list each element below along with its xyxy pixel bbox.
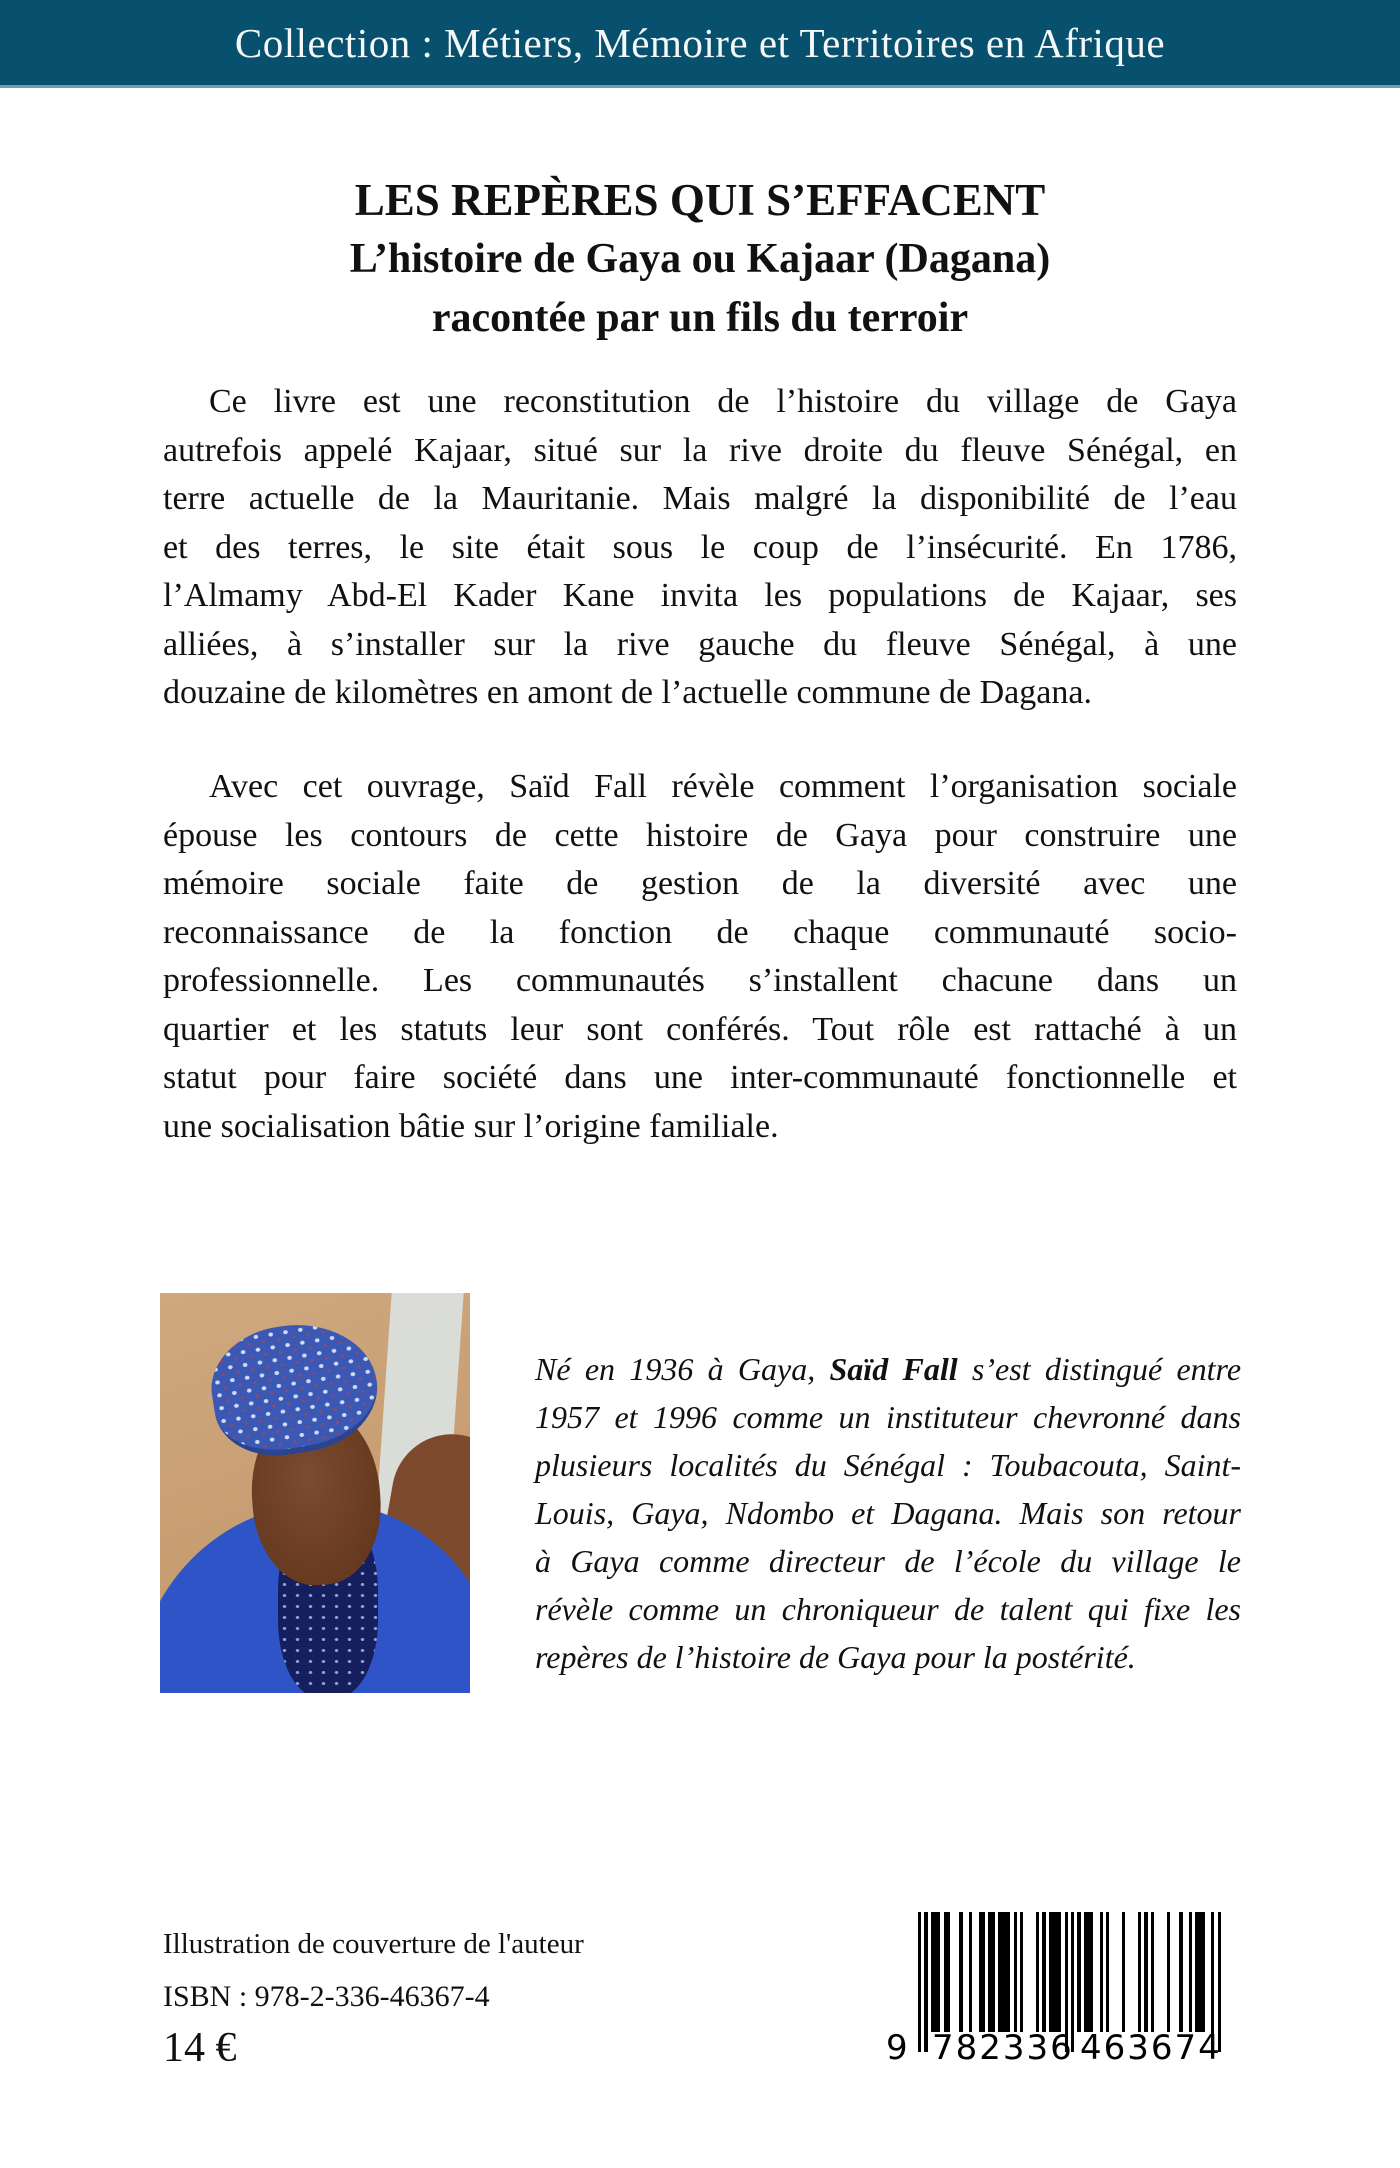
collection-title: Collection : Métiers, Mémoire et Territoires en Afrique <box>234 19 1166 66</box>
isbn-number: ISBN : 978-2-336-46367-4 <box>163 1980 490 2013</box>
text-line: reconnaissance de la fonction de chaque communauté socio- <box>163 913 1237 951</box>
text-line: et des terres, le site était sous le coup de l’insécurité. En 1786, <box>163 528 1237 566</box>
barcode-group-left: 782336 <box>932 2028 1074 2068</box>
author-photo <box>160 1293 470 1693</box>
text-line: Louis, Gaya, Ndombo et Dagana. Mais son retour <box>535 1495 1241 1531</box>
text-line: quartier et les statuts leur sont conférés. Tout rôle est rattaché à un <box>163 1010 1237 1048</box>
author-bio <box>535 1345 1241 1681</box>
text-line: statut pour faire société dans une inter-communauté fonctionnelle et <box>163 1059 1237 1096</box>
synopsis-paragraph-1 <box>163 378 1237 718</box>
text-line: révèle comme un chroniqueur de talent qui fixe les <box>535 1591 1241 1627</box>
bio-line-1: Né en 1936 à Gaya, Saïd Fall s’est distingué entre <box>535 1351 1242 1387</box>
book-subtitle-line2: racontée par un fils du terroir <box>431 295 969 341</box>
text-line: à Gaya comme directeur de l’école du village le <box>535 1543 1241 1579</box>
text-line: repères de l’histoire de Gaya pour la postérité. <box>535 1639 1136 1675</box>
text-line: autrefois appelé Kajaar, situé sur la rive droite du fleuve Sénégal, en <box>163 431 1237 469</box>
ean13-barcode <box>884 1912 1234 2072</box>
text-line: alliées, à s’installer sur la rive gauche du fleuve Sénégal, à une <box>163 625 1237 663</box>
price: 14 € <box>163 2025 237 2071</box>
text-line: professionnelle. Les communautés s’installent chacune dans un <box>163 962 1237 999</box>
text-line: épouse les contours de cette histoire de Gaya pour construire une <box>163 816 1237 854</box>
barcode-group-right: 463674 <box>1080 2028 1222 2068</box>
book-title: LES REPÈRES QUI S’EFFACENT <box>354 175 1046 225</box>
barcode-digit-first: 9 <box>886 2028 908 2068</box>
text-line: Avec cet ouvrage, Saïd Fall révèle comment l’organisation sociale <box>209 768 1237 805</box>
cover-illustration-credit: Illustration de couverture de l'auteur <box>163 1928 584 1960</box>
text-line: 1957 et 1996 comme un instituteur chevronné dans <box>535 1399 1241 1435</box>
text-line: une socialisation bâtie sur l’origine familiale. <box>163 1107 779 1145</box>
text-line: l’Almamy Abd-El Kader Kane invita les populations de Kajaar, ses <box>163 577 1237 614</box>
text-line: Ce livre est une reconstitution de l’histoire du village de Gaya <box>209 383 1237 420</box>
text-line: plusieurs localités du Sénégal : Toubacouta, Saint- <box>535 1447 1241 1483</box>
bio-lines <box>535 1393 1241 1681</box>
synopsis-paragraph-2 <box>163 763 1237 1151</box>
text-line: mémoire sociale faite de gestion de la diversité avec une <box>163 865 1237 902</box>
text-line: douzaine de kilomètres en amont de l’actuelle commune de Dagana. <box>163 674 1092 711</box>
collection-banner <box>0 0 1400 88</box>
author-name: Saïd Fall <box>829 1351 958 1387</box>
book-subtitle-line1: L’histoire de Gaya ou Kajaar (Dagana) <box>349 236 1051 282</box>
title-block <box>0 170 1400 348</box>
barcode-digits <box>884 2028 1234 2072</box>
text-line: terre actuelle de la Mauritanie. Mais malgré la disponibilité de l’eau <box>163 480 1237 517</box>
